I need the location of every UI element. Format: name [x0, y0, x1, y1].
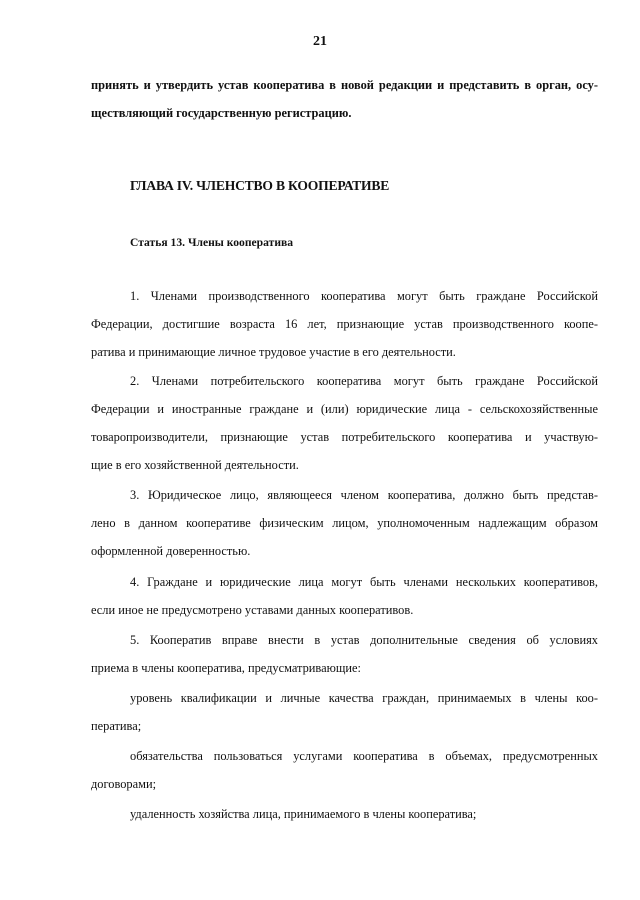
list-item-3-line-1: удаленность хозяйства лица, принимаемого в члены кооператива;: [130, 807, 477, 821]
paragraph-1-line-3: ратива и принимающие личное трудовое участие в его деятельности.: [91, 345, 456, 359]
paragraph-2-line-3: товаропроизводители, признающие устав потребительского кооператива и участвую-: [91, 430, 598, 444]
intro-line-1: принять и утвердить устав кооператива в новой редакции и представить в орган, осу-: [91, 78, 598, 92]
paragraph-2-line-2: Федерации и иностранные граждане и (или) юридические лица - сельскохозяйственные: [91, 402, 598, 416]
article-title: Статья 13. Члены кооператива: [130, 236, 294, 249]
paragraph-1-line-1: 1. Членами производственного кооператива могут быть граждане Российской: [130, 289, 598, 303]
paragraph-2-line-1: 2. Членами потребительского кооператива могут быть граждане Российской: [130, 374, 598, 388]
list-item-1-line-1: уровень квалификации и личные качества граждан, принимаемых в члены коо-: [130, 691, 598, 705]
paragraph-3-line-3: оформленной доверенностью.: [91, 544, 251, 558]
intro-line-2: ществляющий государственную регистрацию.: [91, 106, 352, 120]
paragraph-3-line-1: 3. Юридическое лицо, являющееся членом кооператива, должно быть представ-: [130, 488, 598, 502]
page-number: 21: [313, 34, 327, 49]
paragraph-1-line-2: Федерации, достигшие возраста 16 лет, признающие устав производственного коопе-: [91, 317, 598, 331]
paragraph-4-line-1: 4. Граждане и юридические лица могут быть членами нескольких кооперативов,: [130, 575, 598, 589]
paragraph-2-line-4: щие в его хозяйственной деятельности.: [91, 458, 299, 472]
list-item-1-line-2: ператива;: [91, 719, 142, 733]
paragraph-5-line-2: приема в члены кооператива, предусматривающие:: [91, 661, 361, 675]
paragraph-4-line-2: если иное не предусмотрено уставами данных кооперативов.: [91, 603, 414, 617]
list-item-2-line-1: обязательства пользоваться услугами кооператива в объемах, предусмотренных: [130, 749, 598, 763]
list-item-2-line-2: договорами;: [91, 777, 157, 791]
paragraph-3-line-2: лено в данном кооперативе физическим лицом, уполномоченным надлежащим образом: [91, 516, 598, 530]
paragraph-5-line-1: 5. Кооператив вправе внести в устав дополнительные сведения об условиях: [130, 633, 598, 647]
chapter-title: ГЛАВА IV. ЧЛЕНСТВО В КООПЕРАТИВЕ: [130, 178, 390, 193]
